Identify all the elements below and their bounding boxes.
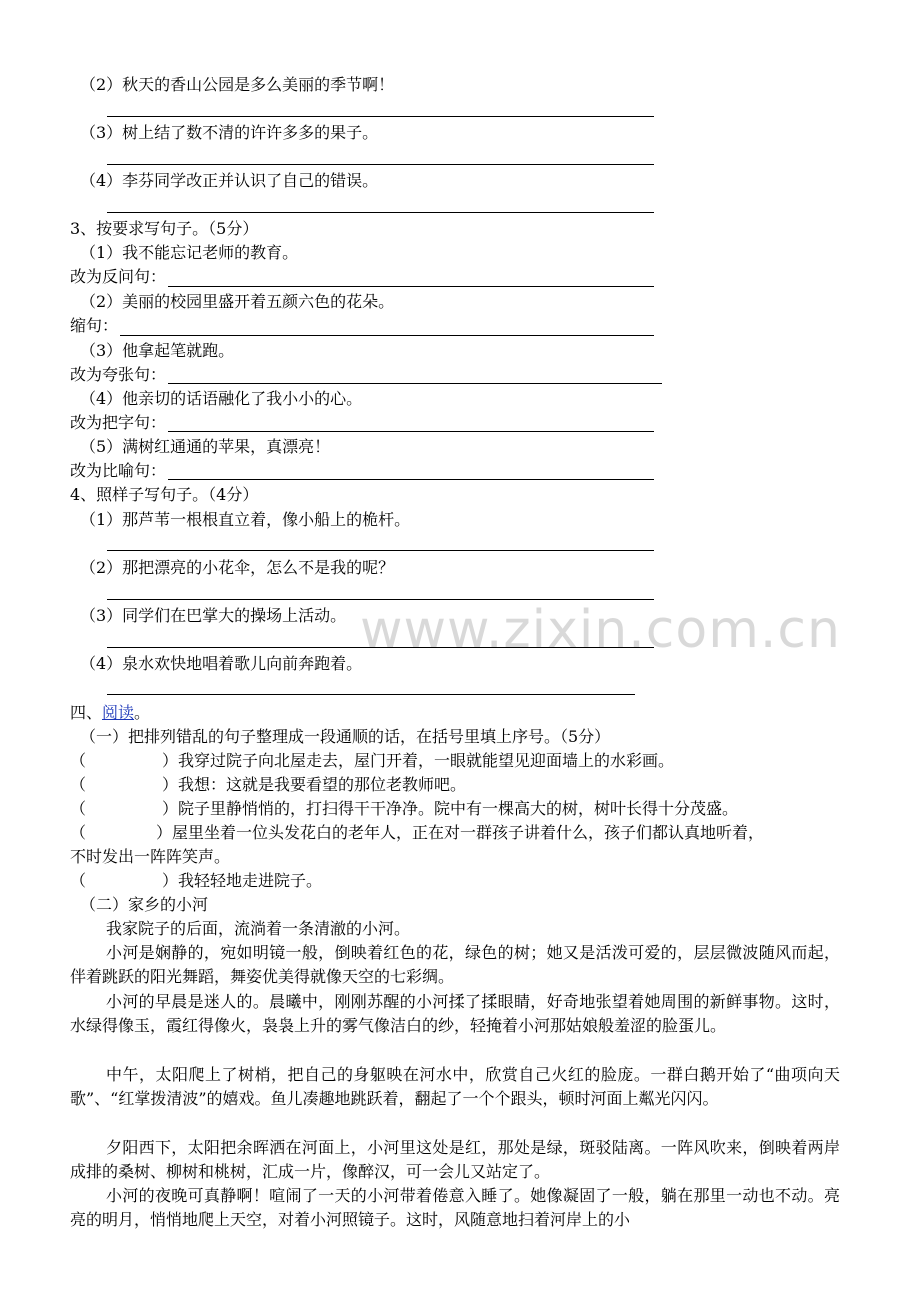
sentence-text: 院子里静悄悄的，打扫得干干净净。院中有一棵高大的树，树叶长得十分茂盛。	[178, 799, 739, 818]
answer-line[interactable]	[107, 694, 635, 695]
part4-suffix: 。	[134, 703, 151, 722]
section3-instruction-4: 改为把字句：	[70, 413, 167, 432]
paren-close: ）	[162, 799, 179, 818]
paren-open: （	[70, 799, 87, 818]
section4-item-3: （3）同学们在巴掌大的操场上活动。	[80, 606, 347, 625]
answer-line[interactable]	[107, 116, 654, 117]
section2-item-4: （4）李芬同学改正并认识了自己的错误。	[80, 171, 379, 190]
paren-open: （	[70, 775, 87, 794]
section3-instruction-1: 改为反问句：	[70, 267, 167, 286]
section3-instruction-3: 改为夸张句：	[70, 365, 167, 384]
reading1-heading: （一）把排列错乱的句子整理成一段通顺的话，在括号里填上序号。（5分）	[80, 727, 611, 746]
section3-instruction-5: 改为比喻句：	[70, 461, 167, 480]
answer-line[interactable]	[107, 212, 654, 213]
section3-sentence-4: （4）他亲切的话语融化了我小小的心。	[80, 389, 363, 408]
section4-item-1: （1）那芦苇一根根直立着，像小船上的桅杆。	[80, 510, 411, 529]
answer-line[interactable]	[107, 164, 654, 165]
paren-open: （	[70, 823, 87, 842]
reading-link[interactable]: 阅读	[102, 703, 135, 722]
reading1-row-4	[70, 821, 764, 845]
section3-heading: 3、按要求写句子。（5分）	[70, 219, 259, 238]
paren-close: ）	[162, 751, 179, 770]
section3-sentence-3: （3）他拿起笔就跑。	[80, 341, 235, 360]
answer-line[interactable]	[120, 335, 654, 336]
paren-close: ）	[162, 871, 179, 890]
reading1-continuation: 不时发出一阵阵笑声。	[70, 847, 231, 866]
reading1-row-2	[70, 773, 466, 797]
section3-sentence-2: （2）美丽的校园里盛开着五颜六色的花朵。	[80, 292, 395, 311]
answer-line[interactable]	[168, 383, 662, 384]
paren-open: （	[70, 871, 87, 890]
reading1-row-5	[70, 869, 322, 893]
section4-item-2: （2）那把漂亮的小花伞，怎么不是我的呢？	[80, 558, 395, 577]
paren-close: ）	[162, 775, 179, 794]
section2-item-3: （3）树上结了数不清的许许多多的果子。	[80, 123, 379, 142]
passage-paragraph-6: 小河的夜晚可真静啊！喧闹了一天的小河带着倦意入睡了。她像凝固了一般，躺在那里一动也不动。亮亮的明月，悄悄地爬上天空，对着小河照镜子。这时，风随意地扫着河岸上的小	[70, 1186, 840, 1230]
passage-paragraph-1: 我家院子的后面，流淌着一条清澈的小河。	[106, 919, 411, 938]
section4-heading: 4、照样子写句子。（4分）	[70, 485, 259, 504]
paren-close: ）	[156, 823, 173, 842]
sentence-text: 屋里坐着一位头发花白的老年人，正在对一群孩子讲着什么，孩子们都认真地听着，	[172, 823, 765, 842]
sentence-text: 我穿过院子向北屋走去，屋门开着，一眼就能望见迎面墙上的水彩画。	[178, 751, 675, 770]
part4-heading	[70, 701, 150, 725]
answer-line[interactable]	[168, 286, 654, 287]
answer-line[interactable]	[168, 479, 654, 480]
section3-instruction-2: 缩句：	[70, 316, 119, 335]
passage-paragraph-4: 中午，太阳爬上了树梢，把自己的身躯映在河水中，欣赏自己火红的脸庞。一群白鹅开始了“曲项向天歌”、“红掌拨清波”的嬉戏。鱼儿凑趣地跳跃着，翻起了一个个跟头，顿时河面上粼光闪闪。	[70, 1065, 840, 1109]
section3-sentence-1: （1）我不能忘记老师的教育。	[80, 243, 299, 262]
reading1-row-3	[70, 797, 738, 821]
passage-paragraph-3: 小河的早晨是迷人的。晨曦中，刚刚苏醒的小河揉了揉眼睛，好奇地张望着她周围的新鲜事物。这时，水绿得像玉，霞红得像火，袅袅上升的雾气像洁白的纱，轻掩着小河那姑娘般羞涩的脸蛋儿。	[70, 992, 840, 1036]
section4-item-4: （4）泉水欢快地唱着歌儿向前奔跑着。	[80, 654, 363, 673]
passage-paragraph-2: 小河是娴静的，宛如明镜一般，倒映着红色的花，绿色的树；她又是活泼可爱的，层层微波随风而起，伴着跳跃的阳光舞蹈，舞姿优美得就像天空的七彩绸。	[70, 943, 840, 987]
passage-paragraph-5: 夕阳西下，太阳把余晖洒在河面上，小河里这处是红，那处是绿，斑驳陆离。一阵风吹来，倒映着两岸成排的桑树、柳树和桃树，汇成一片，像醉汉，可一会儿又站定了。	[70, 1138, 840, 1182]
watermark: www.zixin.com.cn	[360, 600, 841, 660]
part4-prefix: 四、	[70, 703, 103, 722]
section3-sentence-5: （5）满树红通通的苹果，真漂亮！	[80, 437, 331, 456]
answer-line[interactable]	[107, 550, 654, 551]
sentence-text: 我轻轻地走进院子。	[178, 871, 323, 890]
reading2-heading: （二）家乡的小河	[80, 895, 209, 914]
reading1-row-1	[70, 749, 674, 773]
answer-line[interactable]	[168, 431, 654, 432]
paren-open: （	[70, 751, 87, 770]
sentence-text: 我想：这就是我要看望的那位老教师吧。	[178, 775, 467, 794]
section2-item-2: （2）秋天的香山公园是多么美丽的季节啊！	[80, 75, 395, 94]
